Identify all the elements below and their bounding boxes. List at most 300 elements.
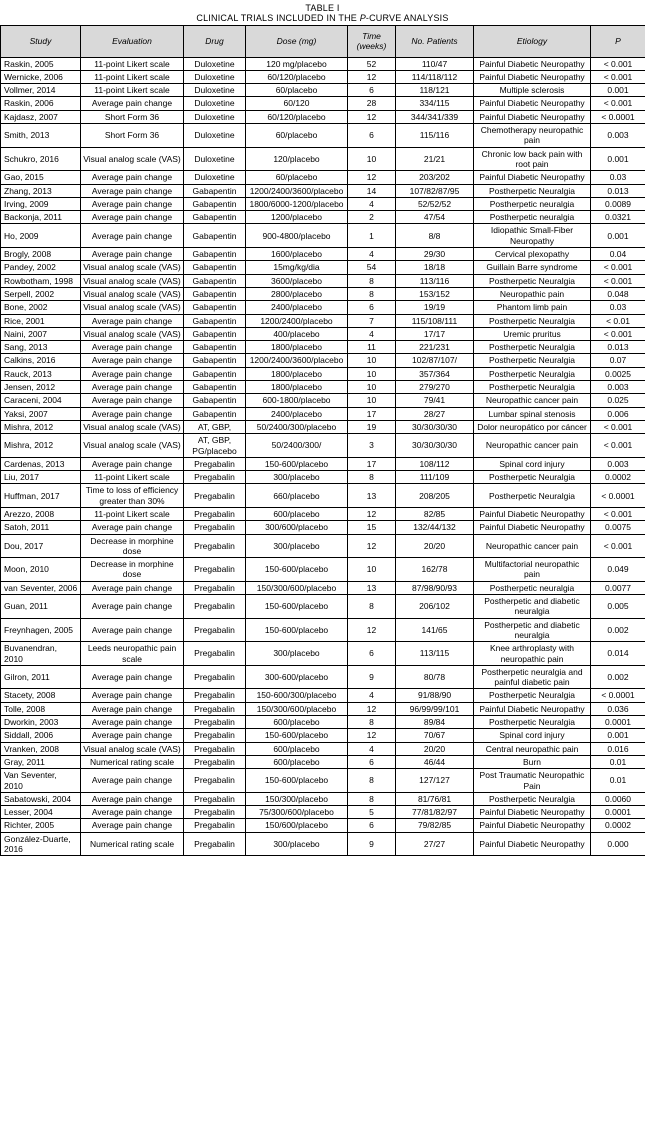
cell-dose: 60/placebo (246, 124, 348, 148)
cell-patients: 113/115 (396, 642, 474, 666)
cell-patients: 79/41 (396, 394, 474, 407)
cell-patients: 357/364 (396, 367, 474, 380)
cell-patients: 111/109 (396, 471, 474, 484)
cell-study: Vranken, 2008 (1, 742, 81, 755)
cell-etiology: Idiopathic Small-Fiber Neuropathy (474, 224, 591, 248)
cell-drug: Pregabalin (184, 755, 246, 768)
cell-p: 0.0089 (591, 197, 645, 210)
cell-dose: 50/2400/300/placebo (246, 420, 348, 433)
cell-time: 6 (348, 755, 396, 768)
cell-time: 12 (348, 729, 396, 742)
table-row (1, 434, 645, 458)
table-title-p: P (359, 13, 366, 23)
cell-evaluation: Average pain change (81, 457, 184, 470)
cell-dose: 15mg/kg/dia (246, 261, 348, 274)
cell-time: 8 (348, 274, 396, 287)
cell-study: Satoh, 2011 (1, 521, 81, 534)
cell-dose: 600/placebo (246, 507, 348, 520)
cell-time: 11 (348, 341, 396, 354)
cell-drug: Gabapentin (184, 274, 246, 287)
cell-time: 17 (348, 407, 396, 420)
cell-p: 0.025 (591, 394, 645, 407)
cell-dose: 1200/2400/3600/placebo (246, 184, 348, 197)
cell-p: 0.036 (591, 702, 645, 715)
cell-p: 0.005 (591, 595, 645, 619)
cell-p: 0.016 (591, 742, 645, 755)
cell-p: 0.049 (591, 558, 645, 582)
cell-p: 0.006 (591, 407, 645, 420)
cell-drug: Duloxetine (184, 70, 246, 83)
cell-p: 0.07 (591, 354, 645, 367)
cell-drug: Gabapentin (184, 341, 246, 354)
cell-p: 0.003 (591, 124, 645, 148)
cell-evaluation: 11-point Likert scale (81, 70, 184, 83)
cell-drug: Pregabalin (184, 521, 246, 534)
cell-p: 0.001 (591, 84, 645, 97)
cell-p: 0.0001 (591, 716, 645, 729)
cell-study: Gao, 2015 (1, 171, 81, 184)
cell-study: González-Duarte, 2016 (1, 832, 81, 856)
cell-drug: Pregabalin (184, 792, 246, 805)
table-row (1, 471, 645, 484)
cell-patients: 115/108/111 (396, 314, 474, 327)
cell-time: 12 (348, 534, 396, 558)
cell-drug: Gabapentin (184, 354, 246, 367)
cell-p: < 0.0001 (591, 689, 645, 702)
cell-evaluation: 11-point Likert scale (81, 507, 184, 520)
cell-drug: Pregabalin (184, 484, 246, 508)
table-row (1, 420, 645, 433)
cell-evaluation: Visual analog scale (VAS) (81, 420, 184, 433)
cell-p: < 0.001 (591, 534, 645, 558)
cell-time: 12 (348, 110, 396, 123)
cell-patients: 27/27 (396, 832, 474, 856)
cell-study: Rowbotham, 1998 (1, 274, 81, 287)
cell-study: Pandey, 2002 (1, 261, 81, 274)
cell-patients: 46/44 (396, 755, 474, 768)
cell-patients: 118/121 (396, 84, 474, 97)
cell-time: 6 (348, 642, 396, 666)
cell-study: Yaksi, 2007 (1, 407, 81, 420)
cell-patients: 28/27 (396, 407, 474, 420)
cell-dose: 1200/2400/placebo (246, 314, 348, 327)
cell-p: < 0.0001 (591, 484, 645, 508)
cell-time: 15 (348, 521, 396, 534)
cell-p: < 0.001 (591, 327, 645, 340)
cell-study: Serpell, 2002 (1, 287, 81, 300)
cell-drug: Gabapentin (184, 301, 246, 314)
cell-drug: Pregabalin (184, 689, 246, 702)
cell-evaluation: Average pain change (81, 184, 184, 197)
cell-drug: Pregabalin (184, 769, 246, 793)
cell-etiology: Neuropathic pain (474, 287, 591, 300)
cell-dose: 2800/placebo (246, 287, 348, 300)
cell-patients: 30/30/30/30 (396, 420, 474, 433)
cell-patients: 132/44/132 (396, 521, 474, 534)
cell-dose: 300/placebo (246, 534, 348, 558)
table-row (1, 70, 645, 83)
cell-study: Kajdasz, 2007 (1, 110, 81, 123)
cell-drug: Pregabalin (184, 702, 246, 715)
table-row (1, 595, 645, 619)
cell-etiology: Postherpetic Neuralgia (474, 367, 591, 380)
cell-patients: 17/17 (396, 327, 474, 340)
table-row (1, 558, 645, 582)
cell-evaluation: Numerical rating scale (81, 832, 184, 856)
cell-dose: 60/placebo (246, 84, 348, 97)
cell-dose: 400/placebo (246, 327, 348, 340)
cell-study: Gilron, 2011 (1, 665, 81, 689)
cell-study: Schukro, 2016 (1, 147, 81, 171)
cell-etiology: Postherpetic Neuralgia (474, 689, 591, 702)
cell-dose: 150-600/placebo (246, 457, 348, 470)
cell-etiology: Postherpetic and diabetic neuralgia (474, 618, 591, 642)
cell-etiology: Cervical plexopathy (474, 248, 591, 261)
cell-drug: Duloxetine (184, 84, 246, 97)
cell-etiology: Neuropathic cancer pain (474, 394, 591, 407)
cell-drug: Gabapentin (184, 407, 246, 420)
cell-etiology: Dolor neuropático por cáncer (474, 420, 591, 433)
cell-patients: 87/98/90/93 (396, 581, 474, 594)
cell-evaluation: Average pain change (81, 618, 184, 642)
cell-study: Stacety, 2008 (1, 689, 81, 702)
cell-etiology: Uremic pruritus (474, 327, 591, 340)
cell-time: 6 (348, 819, 396, 832)
cell-p: 0.01 (591, 769, 645, 793)
cell-etiology: Postherpetic Neuralgia (474, 716, 591, 729)
cell-study: Vollmer, 2014 (1, 84, 81, 97)
cell-evaluation: Average pain change (81, 314, 184, 327)
cell-study: Bone, 2002 (1, 301, 81, 314)
cell-p: 0.03 (591, 171, 645, 184)
cell-patients: 110/47 (396, 57, 474, 70)
cell-etiology: Postherpetic Neuralgia (474, 274, 591, 287)
cell-study: Brogly, 2008 (1, 248, 81, 261)
cell-evaluation: Average pain change (81, 211, 184, 224)
column-header-p: P (591, 26, 645, 58)
cell-patients: 279/270 (396, 381, 474, 394)
table-row (1, 261, 645, 274)
cell-dose: 150/300/600/placebo (246, 702, 348, 715)
cell-study: Buvanendran, 2010 (1, 642, 81, 666)
cell-p: 0.0321 (591, 211, 645, 224)
cell-time: 4 (348, 197, 396, 210)
cell-dose: 150/300/placebo (246, 792, 348, 805)
cell-dose: 1200/2400/3600/placebo (246, 354, 348, 367)
cell-patients: 20/20 (396, 742, 474, 755)
table-row (1, 742, 645, 755)
column-header-study: Study (1, 26, 81, 58)
table-row (1, 702, 645, 715)
cell-patients: 91/88/90 (396, 689, 474, 702)
cell-drug: AT, GBP, (184, 420, 246, 433)
cell-time: 10 (348, 381, 396, 394)
cell-p: < 0.001 (591, 507, 645, 520)
cell-evaluation: Short Form 36 (81, 110, 184, 123)
cell-p: 0.001 (591, 729, 645, 742)
cell-evaluation: Average pain change (81, 581, 184, 594)
table-title-suffix: -CURVE ANALYSIS (365, 13, 449, 23)
cell-time: 2 (348, 211, 396, 224)
cell-dose: 60/120/placebo (246, 110, 348, 123)
cell-drug: Gabapentin (184, 394, 246, 407)
cell-etiology: Chronic low back pain with root pain (474, 147, 591, 171)
table-row (1, 354, 645, 367)
cell-etiology: Burn (474, 755, 591, 768)
cell-p: 0.048 (591, 287, 645, 300)
cell-time: 4 (348, 327, 396, 340)
cell-drug: Pregabalin (184, 595, 246, 619)
cell-patients: 141/65 (396, 618, 474, 642)
cell-evaluation: Time to loss of efficiency greater than 30% (81, 484, 184, 508)
cell-dose: 300/placebo (246, 832, 348, 856)
cell-patients: 29/30 (396, 248, 474, 261)
table-header-row (1, 26, 645, 58)
cell-drug: Pregabalin (184, 819, 246, 832)
cell-evaluation: Average pain change (81, 197, 184, 210)
cell-p: 0.0001 (591, 806, 645, 819)
cell-dose: 150-600/placebo (246, 729, 348, 742)
cell-etiology: Postherpetic neuralgia (474, 211, 591, 224)
cell-time: 3 (348, 434, 396, 458)
cell-evaluation: Average pain change (81, 595, 184, 619)
table-row (1, 274, 645, 287)
cell-drug: Pregabalin (184, 534, 246, 558)
cell-evaluation: Visual analog scale (VAS) (81, 327, 184, 340)
cell-patients: 20/20 (396, 534, 474, 558)
table-row (1, 211, 645, 224)
cell-etiology: Postherpetic neuralgia (474, 581, 591, 594)
table-row (1, 819, 645, 832)
cell-evaluation: Visual analog scale (VAS) (81, 147, 184, 171)
cell-dose: 2400/placebo (246, 301, 348, 314)
table-row (1, 832, 645, 856)
cell-time: 13 (348, 484, 396, 508)
cell-dose: 60/120/placebo (246, 70, 348, 83)
cell-etiology: Postherpetic Neuralgia (474, 484, 591, 508)
cell-time: 4 (348, 742, 396, 755)
cell-evaluation: Average pain change (81, 702, 184, 715)
cell-patients: 89/84 (396, 716, 474, 729)
cell-patients: 102/87/107/ (396, 354, 474, 367)
cell-evaluation: Average pain change (81, 521, 184, 534)
cell-patients: 21/21 (396, 147, 474, 171)
cell-dose: 600/placebo (246, 755, 348, 768)
cell-etiology: Postherpetic neuralgia (474, 197, 591, 210)
table-title (0, 13, 645, 23)
cell-study: Mishra, 2012 (1, 434, 81, 458)
cell-evaluation: Decrease in morphine dose (81, 534, 184, 558)
cell-study: Rice, 2001 (1, 314, 81, 327)
cell-study: Jensen, 2012 (1, 381, 81, 394)
table-row (1, 301, 645, 314)
cell-dose: 150-600/placebo (246, 618, 348, 642)
cell-study: Backonja, 2011 (1, 211, 81, 224)
cell-p: 0.013 (591, 184, 645, 197)
cell-study: Calkins, 2016 (1, 354, 81, 367)
cell-evaluation: Visual analog scale (VAS) (81, 287, 184, 300)
cell-patients: 18/18 (396, 261, 474, 274)
cell-evaluation: 11-point Likert scale (81, 471, 184, 484)
cell-patients: 77/81/82/97 (396, 806, 474, 819)
cell-p: < 0.01 (591, 314, 645, 327)
cell-etiology: Central neuropathic pain (474, 742, 591, 755)
cell-study: Caraceni, 2004 (1, 394, 81, 407)
table-row (1, 484, 645, 508)
cell-etiology: Postherpetic Neuralgia (474, 381, 591, 394)
cell-evaluation: Numerical rating scale (81, 755, 184, 768)
clinical-trials-table (0, 25, 645, 856)
cell-time: 13 (348, 581, 396, 594)
table-row (1, 521, 645, 534)
cell-study: Dou, 2017 (1, 534, 81, 558)
cell-dose: 1800/placebo (246, 341, 348, 354)
cell-dose: 75/300/600/placebo (246, 806, 348, 819)
table-row (1, 57, 645, 70)
cell-drug: Pregabalin (184, 806, 246, 819)
cell-study: Sang, 2013 (1, 341, 81, 354)
table-row (1, 792, 645, 805)
cell-time: 10 (348, 367, 396, 380)
cell-p: 0.001 (591, 224, 645, 248)
cell-time: 14 (348, 184, 396, 197)
cell-etiology: Painful Diabetic Neuropathy (474, 702, 591, 715)
column-header-drug: Drug (184, 26, 246, 58)
cell-dose: 600/placebo (246, 716, 348, 729)
column-header-evaluation: Evaluation (81, 26, 184, 58)
cell-study: Cardenas, 2013 (1, 457, 81, 470)
cell-study: Rauck, 2013 (1, 367, 81, 380)
cell-drug: Duloxetine (184, 171, 246, 184)
cell-p: 0.002 (591, 665, 645, 689)
cell-dose: 50/2400/300/ (246, 434, 348, 458)
cell-drug: Pregabalin (184, 507, 246, 520)
cell-evaluation: Average pain change (81, 407, 184, 420)
cell-study: Irving, 2009 (1, 197, 81, 210)
table-row (1, 716, 645, 729)
cell-study: Richter, 2005 (1, 819, 81, 832)
cell-etiology: Phantom limb pain (474, 301, 591, 314)
table-row (1, 581, 645, 594)
cell-study: Raskin, 2006 (1, 97, 81, 110)
cell-evaluation: Average pain change (81, 224, 184, 248)
cell-p: 0.002 (591, 618, 645, 642)
cell-etiology: Spinal cord injury (474, 457, 591, 470)
cell-time: 17 (348, 457, 396, 470)
cell-time: 10 (348, 558, 396, 582)
table-row (1, 665, 645, 689)
column-header-dose: Dose (mg) (246, 26, 348, 58)
cell-p: < 0.001 (591, 274, 645, 287)
cell-study: Zhang, 2013 (1, 184, 81, 197)
cell-dose: 600-1800/placebo (246, 394, 348, 407)
cell-dose: 1600/placebo (246, 248, 348, 261)
cell-study: Wernicke, 2006 (1, 70, 81, 83)
cell-time: 7 (348, 314, 396, 327)
table-label: TABLE I (305, 3, 340, 13)
cell-drug: Gabapentin (184, 381, 246, 394)
cell-dose: 1200/placebo (246, 211, 348, 224)
cell-evaluation: Average pain change (81, 367, 184, 380)
table-row (1, 84, 645, 97)
table-row (1, 248, 645, 261)
cell-dose: 150/300/600/placebo (246, 581, 348, 594)
cell-drug: Pregabalin (184, 742, 246, 755)
cell-drug: Gabapentin (184, 367, 246, 380)
cell-time: 9 (348, 832, 396, 856)
table-row (1, 618, 645, 642)
cell-patients: 47/54 (396, 211, 474, 224)
cell-p: 0.0075 (591, 521, 645, 534)
cell-patients: 208/205 (396, 484, 474, 508)
cell-study: Lesser, 2004 (1, 806, 81, 819)
cell-time: 52 (348, 57, 396, 70)
cell-dose: 60/placebo (246, 171, 348, 184)
cell-drug: Pregabalin (184, 832, 246, 856)
cell-p: 0.000 (591, 832, 645, 856)
cell-etiology: Chemotherapy neuropathic pain (474, 124, 591, 148)
cell-patients: 221/231 (396, 341, 474, 354)
cell-study: Sabatowski, 2004 (1, 792, 81, 805)
table-row (1, 124, 645, 148)
cell-etiology: Painful Diabetic Neuropathy (474, 171, 591, 184)
table-row (1, 171, 645, 184)
table-row (1, 394, 645, 407)
cell-dose: 1800/6000-1200/placebo (246, 197, 348, 210)
cell-study: Arezzo, 2008 (1, 507, 81, 520)
cell-p: 0.003 (591, 457, 645, 470)
cell-dose: 660/placebo (246, 484, 348, 508)
cell-time: 10 (348, 394, 396, 407)
cell-time: 4 (348, 689, 396, 702)
cell-etiology: Neuropathic cancer pain (474, 434, 591, 458)
cell-patients: 153/152 (396, 287, 474, 300)
cell-drug: Duloxetine (184, 124, 246, 148)
cell-etiology: Painful Diabetic Neuropathy (474, 521, 591, 534)
cell-drug: Pregabalin (184, 581, 246, 594)
cell-evaluation: Average pain change (81, 394, 184, 407)
cell-patients: 108/112 (396, 457, 474, 470)
cell-patients: 206/102 (396, 595, 474, 619)
cell-evaluation: Average pain change (81, 806, 184, 819)
cell-time: 54 (348, 261, 396, 274)
column-header-patients: No. Patients (396, 26, 474, 58)
cell-etiology: Postherpetic Neuralgia (474, 792, 591, 805)
cell-evaluation: Average pain change (81, 97, 184, 110)
cell-dose: 150/600/placebo (246, 819, 348, 832)
cell-drug: Duloxetine (184, 97, 246, 110)
cell-p: 0.03 (591, 301, 645, 314)
cell-etiology: Painful Diabetic Neuropathy (474, 70, 591, 83)
table-row (1, 224, 645, 248)
cell-dose: 150-600/placebo (246, 558, 348, 582)
cell-dose: 150-600/300/placebo (246, 689, 348, 702)
cell-etiology: Painful Diabetic Neuropathy (474, 507, 591, 520)
cell-evaluation: Average pain change (81, 171, 184, 184)
cell-etiology: Neuropathic cancer pain (474, 534, 591, 558)
cell-etiology: Multifactorial neuropathic pain (474, 558, 591, 582)
table-row (1, 381, 645, 394)
cell-drug: Duloxetine (184, 147, 246, 171)
cell-dose: 1800/placebo (246, 367, 348, 380)
cell-drug: Pregabalin (184, 665, 246, 689)
cell-p: < 0.001 (591, 434, 645, 458)
cell-time: 9 (348, 665, 396, 689)
cell-evaluation: Visual analog scale (VAS) (81, 434, 184, 458)
cell-time: 8 (348, 471, 396, 484)
cell-study: Raskin, 2005 (1, 57, 81, 70)
cell-dose: 600/placebo (246, 742, 348, 755)
